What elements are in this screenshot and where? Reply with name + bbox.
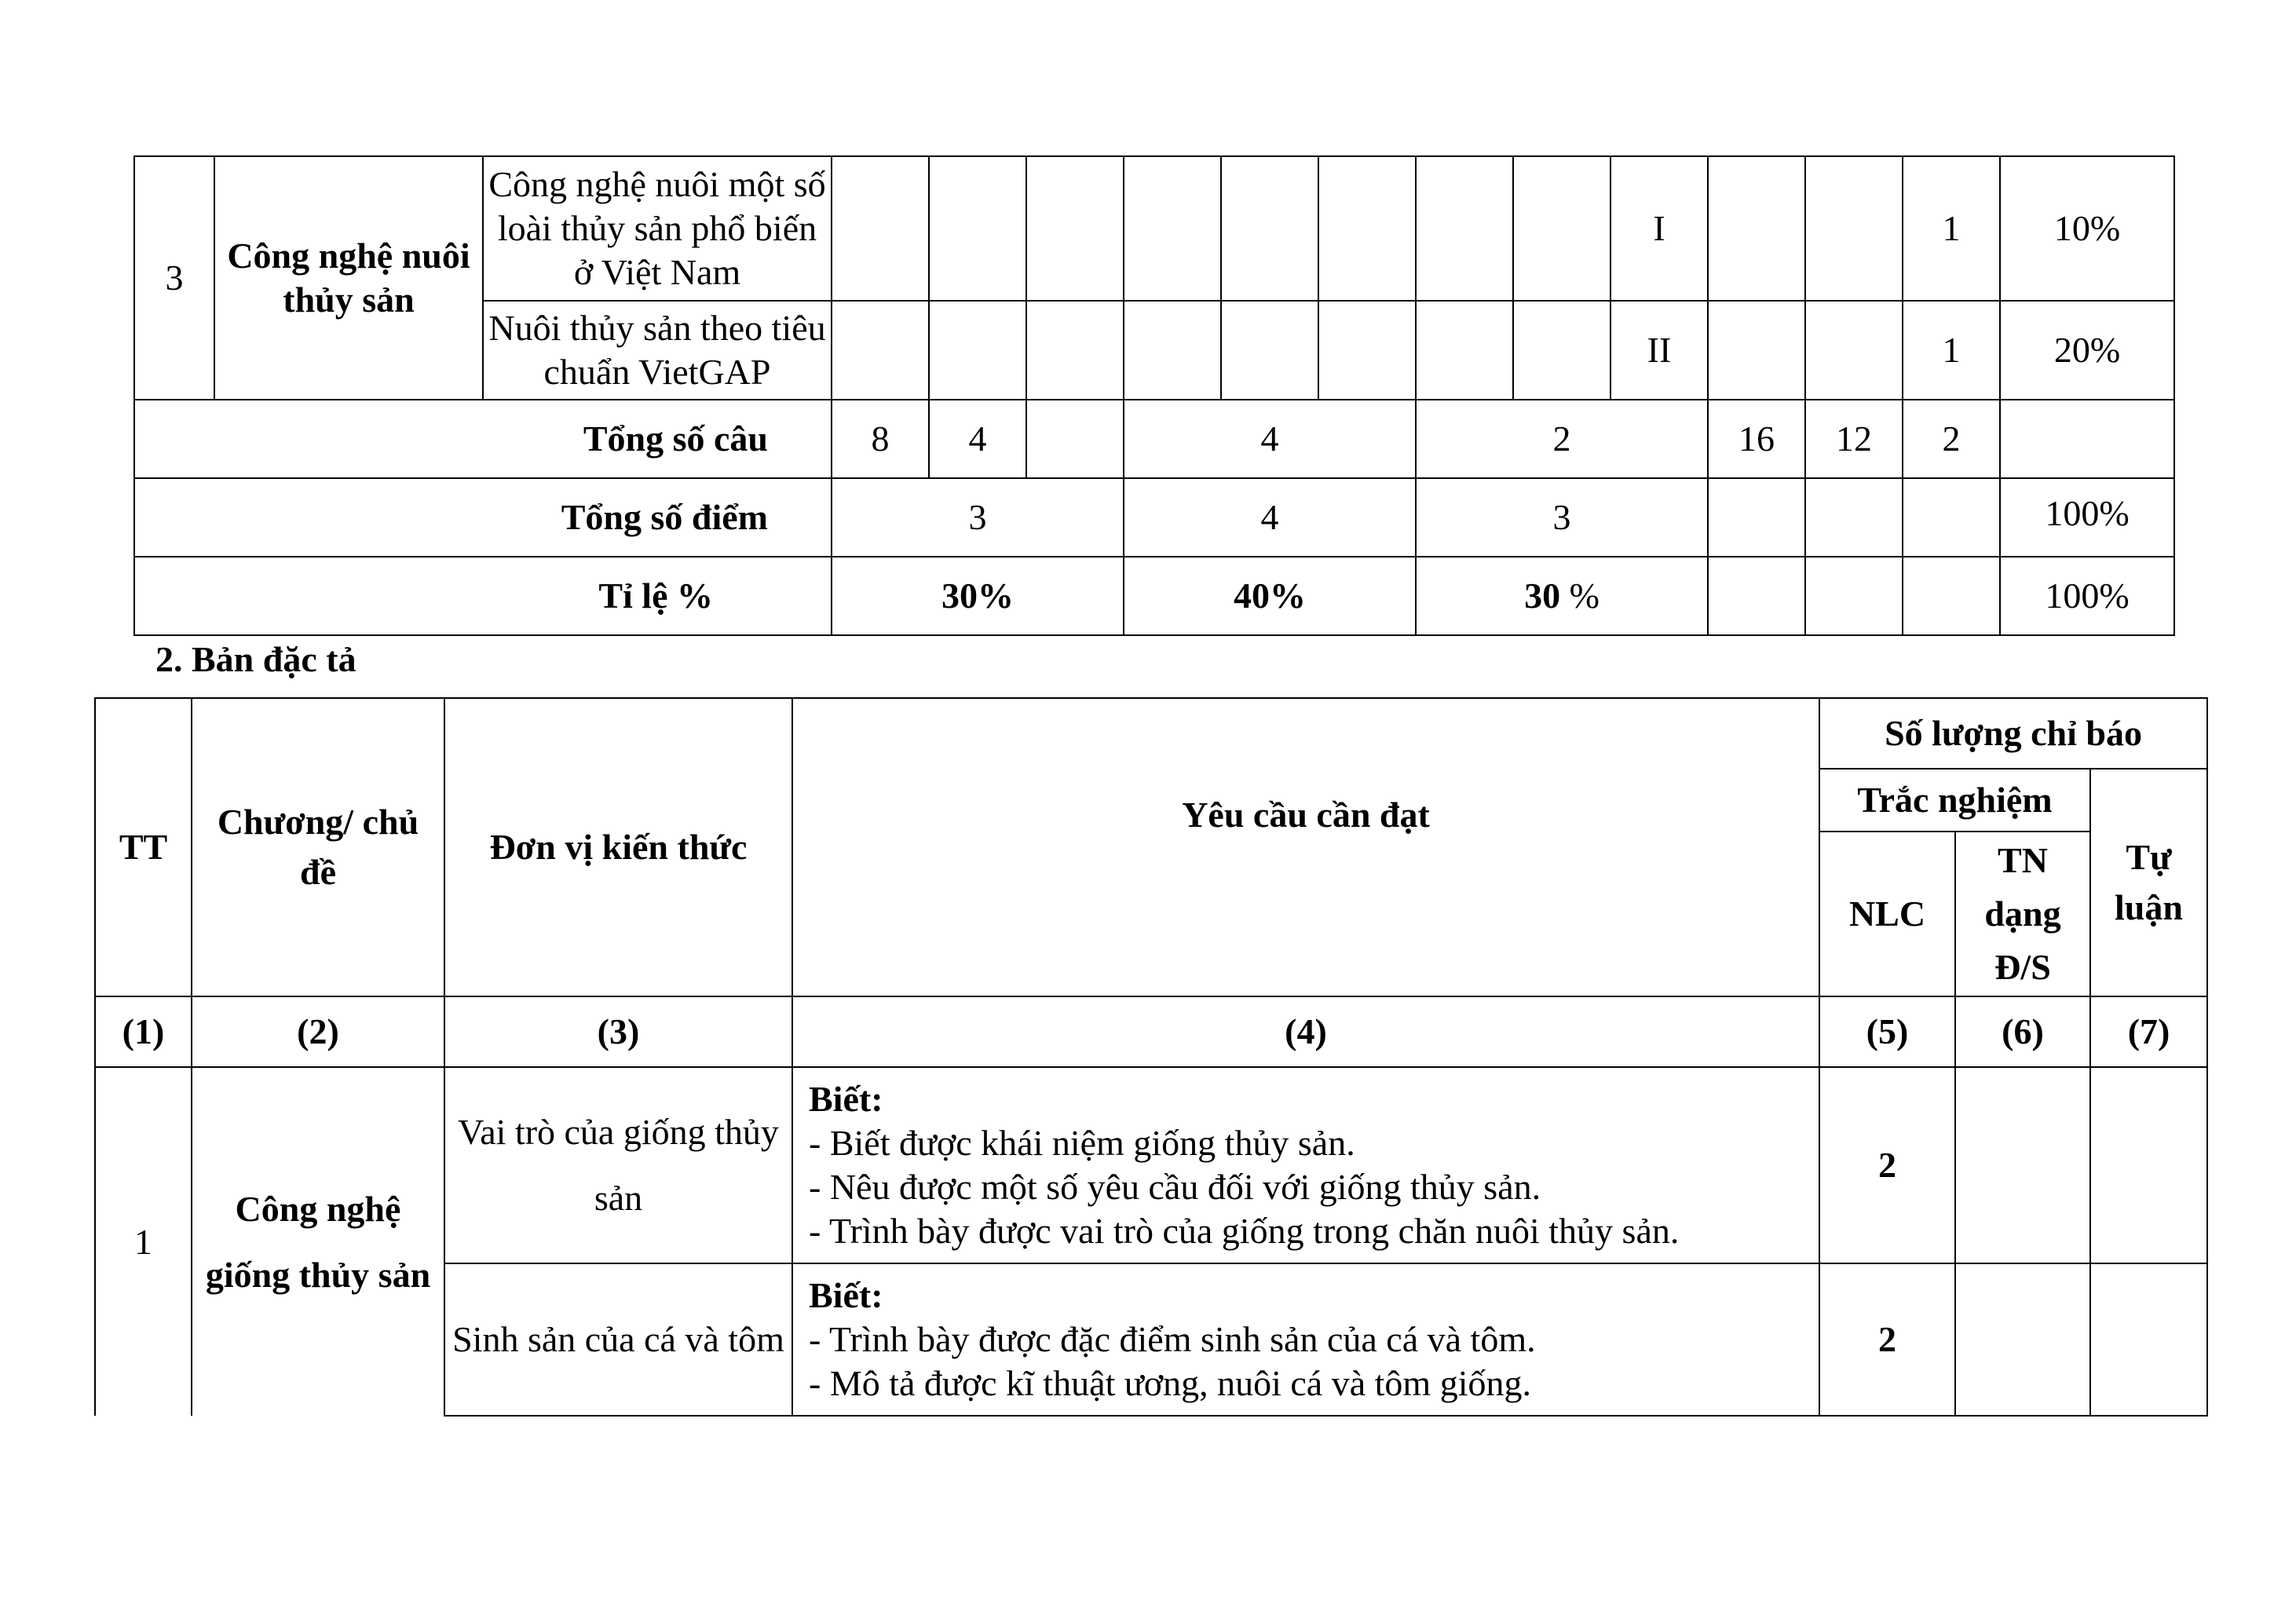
ratio-value <box>1416 557 1708 635</box>
unit-name: Nuôi thủy sản theo tiêu chuẩn VietGAP <box>483 301 832 400</box>
points-value: 3 <box>832 478 1124 557</box>
percentage: 10% <box>2000 156 2174 301</box>
header-multiple-choice: Trắc nghiệm <box>1819 769 2090 832</box>
roman-level: II <box>1610 301 1708 400</box>
ratio-percent-sign: % <box>1560 576 1600 616</box>
requirement-line: - Trình bày được đặc điểm sinh sản của cá và tôm. <box>809 1319 1536 1359</box>
column-number: (4) <box>792 996 1819 1067</box>
header-requirement: Yêu cầu cần đạt <box>792 698 1819 996</box>
percentage: 20% <box>2000 301 2174 400</box>
column-number: (5) <box>1819 996 1955 1067</box>
table-row <box>134 156 2174 301</box>
total-value: 2 <box>1416 400 1708 478</box>
requirement-cell <box>792 1263 1819 1416</box>
unit-name: Công nghệ nuôi một số loài thủy sản phổ biến ở Việt Nam <box>483 156 832 301</box>
requirement-line: - Trình bày được vai trò của giống trong chăn nuôi thủy sản. <box>809 1211 1680 1251</box>
total-value: 4 <box>1124 400 1416 478</box>
level-label: Biết: <box>809 1275 883 1315</box>
ratio-label: Tỉ lệ % <box>134 557 832 635</box>
level-label: Biết: <box>809 1079 883 1119</box>
total-value: 2 <box>1903 400 2000 478</box>
ratio-value: 30% <box>832 557 1124 635</box>
question-count: 1 <box>1903 156 2000 301</box>
column-number-row <box>95 996 2207 1067</box>
unit-name: Sinh sản của cá và tôm <box>444 1263 792 1416</box>
total-value: 12 <box>1805 400 1903 478</box>
total-points-label: Tổng số điểm <box>134 478 832 557</box>
total-value: 16 <box>1708 400 1805 478</box>
total-questions-label: Tổng số câu <box>134 400 832 478</box>
matrix-table <box>133 155 2175 636</box>
row-number: 1 <box>95 1067 192 1416</box>
ratio-row <box>134 557 2174 635</box>
unit-name: Vai trò của giống thủy sản <box>444 1067 792 1263</box>
requirement-cell <box>792 1067 1819 1263</box>
column-number: (7) <box>2090 996 2207 1067</box>
total-value: 4 <box>929 400 1026 478</box>
column-number: (3) <box>444 996 792 1067</box>
points-total: 100% <box>2000 478 2174 557</box>
requirement-line: - Mô tả được kĩ thuật ương, nuôi cá và tôm giống. <box>809 1363 1531 1403</box>
column-number: (1) <box>95 996 192 1067</box>
header-tt: TT <box>95 698 192 996</box>
chapter-name: Công nghệ giống thủy sản <box>192 1067 444 1416</box>
row-number: 3 <box>134 156 214 400</box>
nlc-count: 2 <box>1819 1263 1955 1416</box>
ratio-value: 40% <box>1124 557 1416 635</box>
header-nlc: NLC <box>1819 832 1955 996</box>
total-value: 8 <box>832 400 929 478</box>
header-chapter: Chương/ chủ đề <box>192 698 444 996</box>
ratio-total: 100% <box>2000 557 2174 635</box>
points-value: 4 <box>1124 478 1416 557</box>
column-number: (2) <box>192 996 444 1067</box>
nlc-count: 2 <box>1819 1067 1955 1263</box>
points-value: 3 <box>1416 478 1708 557</box>
requirement-line: - Nêu được một số yêu cầu đối với giống thủy sản. <box>809 1167 1541 1207</box>
table-row <box>95 1067 2207 1263</box>
requirement-line: - Biết được khái niệm giống thủy sản. <box>809 1123 1355 1163</box>
header-row <box>95 698 2207 769</box>
column-number: (6) <box>1955 996 2090 1067</box>
total-questions-row <box>134 400 2174 478</box>
roman-level: I <box>1610 156 1708 301</box>
chapter-name: Công nghệ nuôi thủy sản <box>214 156 483 400</box>
header-essay: Tự luận <box>2090 769 2207 996</box>
header-count: Số lượng chỉ báo <box>1819 698 2207 769</box>
total-points-row <box>134 478 2174 557</box>
header-true-false: TN dạng Đ/S <box>1955 832 2090 996</box>
section-title: 2. Bản đặc tả <box>155 639 356 679</box>
spec-table <box>94 697 2208 1416</box>
ratio-number: 30 <box>1524 576 1561 616</box>
question-count: 1 <box>1903 301 2000 400</box>
header-unit: Đơn vị kiến thức <box>444 698 792 996</box>
